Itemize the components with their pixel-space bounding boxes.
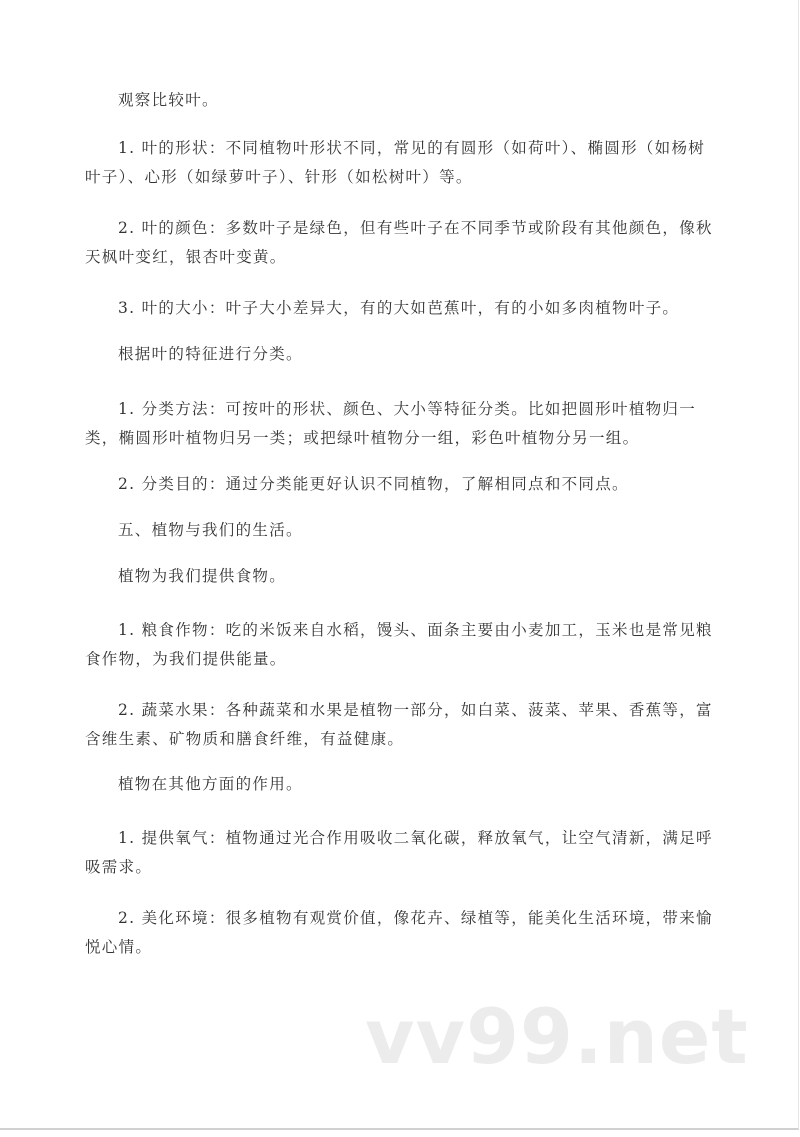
text-line: 植物在其他方面的作用。 — [118, 775, 303, 793]
text-line: 类，椭圆形叶植物归另一类；或把绿叶植物分一组，彩色叶植物分另一组。 — [85, 428, 640, 447]
paragraph — [85, 904, 725, 961]
text-line: 1. 提供氧气：植物通过光合作用吸收二氧化碳，释放氧气，让空气清新，满足呼 — [118, 829, 713, 847]
watermark: vv99.net — [365, 992, 749, 1081]
paragraph — [85, 86, 725, 115]
section-heading — [85, 516, 725, 545]
paragraph — [85, 616, 725, 673]
paragraph — [85, 470, 725, 499]
paragraph — [85, 294, 725, 323]
text-line: 五、植物与我们的生活。 — [118, 521, 303, 539]
text-line: 悦心情。 — [85, 937, 153, 956]
text-line: 含维生素、矿物质和膳食纤维，有益健康。 — [85, 729, 405, 748]
text-line: 吸需求。 — [85, 857, 153, 876]
text-line: 2. 分类目的：通过分类能更好认识不同植物，了解相同点和不同点。 — [118, 475, 629, 493]
text-line: 叶子）、心形（如绿萝叶子）、针形（如松树叶）等。 — [85, 167, 473, 186]
text-line: 根据叶的特征进行分类。 — [118, 345, 303, 363]
paragraph — [85, 824, 725, 881]
text-line: 2. 美化环境：很多植物有观赏价值，像花卉、绿植等，能美化生活环境，带来愉 — [118, 909, 713, 927]
paragraph — [85, 134, 725, 191]
paragraph — [85, 562, 725, 591]
paragraph — [85, 214, 725, 271]
text-line: 天枫叶变红，银杏叶变黄。 — [85, 247, 287, 266]
text-line: 2. 叶的颜色：多数叶子是绿色，但有些叶子在不同季节或阶段有其他颜色，像秋 — [118, 219, 713, 237]
text-line: 1. 叶的形状：不同植物叶形状不同，常见的有圆形（如荷叶）、椭圆形（如杨树 — [118, 139, 706, 157]
paragraph — [85, 696, 725, 753]
text-line: 植物为我们提供食物。 — [118, 567, 287, 585]
text-line: 1. 粮食作物：吃的米饭来自水稻，馒头、面条主要由小麦加工，玉米也是常见粮 — [118, 621, 713, 639]
text-line: 食作物，为我们提供能量。 — [85, 649, 287, 668]
text-line: 观察比较叶。 — [118, 91, 219, 109]
paragraph — [85, 770, 725, 799]
paragraph — [85, 340, 725, 369]
text-line: 2. 蔬菜水果：各种蔬菜和水果是植物一部分，如白菜、菠菜、苹果、香蕉等，富 — [118, 701, 713, 719]
paragraph — [85, 395, 725, 452]
text-line: 1. 分类方法：可按叶的形状、颜色、大小等特征分类。比如把圆形叶植物归一 — [118, 400, 697, 418]
text-line: 3. 叶的大小：叶子大小差异大，有的大如芭蕉叶，有的小如多肉植物叶子。 — [118, 299, 680, 317]
